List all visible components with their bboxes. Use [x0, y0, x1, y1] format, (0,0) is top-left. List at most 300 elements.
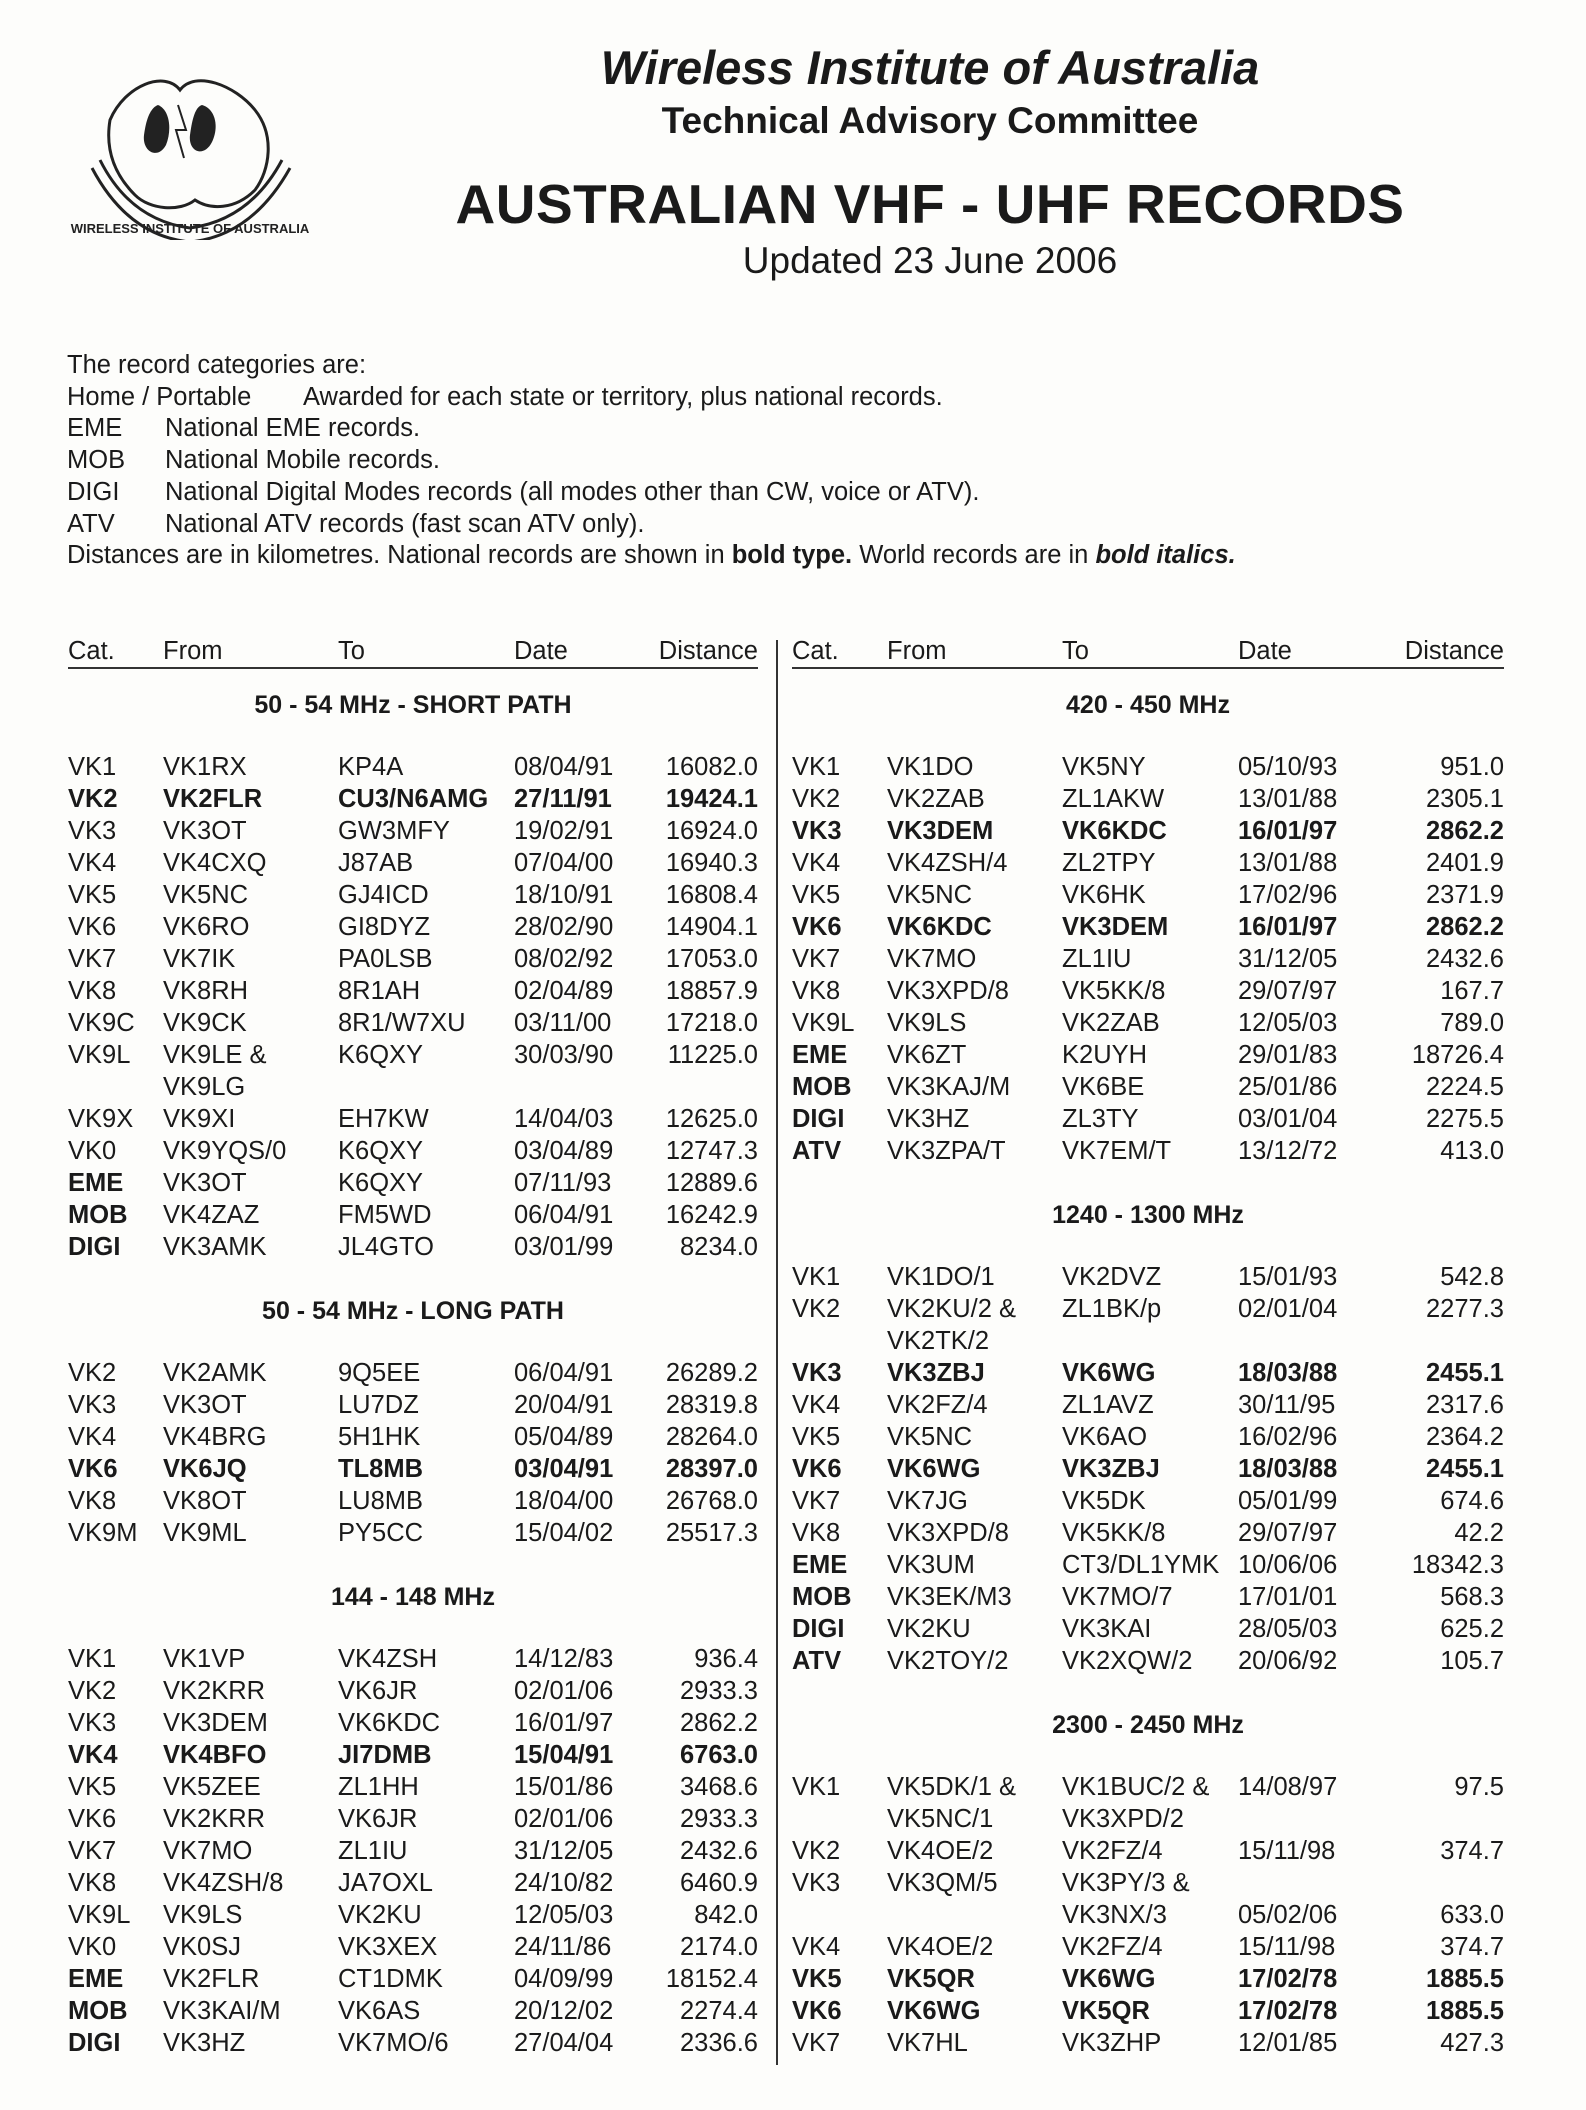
distance-note	[67, 540, 1236, 572]
record-distance: 28264.0	[665, 1423, 758, 1451]
record-date: 14/12/83	[514, 1645, 614, 1673]
record-category: VK4	[792, 1391, 841, 1419]
record-from	[163, 847, 338, 879]
record-row	[68, 1199, 758, 1231]
record-to	[1062, 1485, 1238, 1517]
record-from	[163, 1389, 338, 1421]
column-header: To	[1062, 637, 1089, 665]
record-date: 06/04/91	[514, 1201, 614, 1229]
callsign: VK7MO/6	[338, 2029, 449, 2057]
column-header-row	[68, 635, 758, 669]
column-header: Distance	[658, 637, 758, 665]
record-distance: 97.5	[1454, 1773, 1504, 1801]
record-category: VK8	[792, 1519, 841, 1547]
record-to	[338, 783, 514, 815]
record-from	[887, 1867, 1062, 1931]
record-distance: 951.0	[1440, 753, 1504, 781]
record-to	[338, 847, 514, 879]
callsign: VK9XI	[163, 1105, 236, 1133]
record-to	[1062, 1103, 1238, 1135]
record-distance: 427.3	[1440, 2029, 1504, 2057]
callsign: VK4CXQ	[163, 849, 267, 877]
record-category: VK3	[68, 817, 117, 845]
callsign: VK5DK/1 &	[887, 1773, 1016, 1801]
record-distance: 789.0	[1440, 1009, 1504, 1037]
column-header: Cat.	[792, 637, 839, 665]
callsign: VK2ZAB	[1062, 1009, 1160, 1037]
record-to	[338, 1707, 514, 1739]
record-date: 15/11/98	[1238, 1837, 1336, 1865]
committee-name: Technical Advisory Committee	[661, 100, 1199, 141]
record-category: VK6	[68, 1805, 117, 1833]
category-key: EME	[67, 414, 123, 443]
record-distance: 12889.6	[665, 1169, 758, 1197]
record-date: 16/01/97	[1238, 817, 1338, 845]
callsign: GI8DYZ	[338, 913, 431, 941]
record-distance: 2933.3	[680, 1805, 758, 1833]
callsign: VK5NC/1	[887, 1805, 994, 1833]
record-from	[163, 1931, 338, 1963]
record-row	[68, 1835, 758, 1867]
note-text: Distances are in kilometres. National records are shown in	[67, 541, 732, 570]
record-category: VK6	[68, 913, 117, 941]
record-date: 16/02/96	[1238, 1423, 1338, 1451]
callsign: VK3DEM	[1062, 913, 1169, 941]
note-bolditalic-sample: bold italics.	[1095, 541, 1236, 570]
record-to	[1062, 847, 1238, 879]
record-category: VK0	[68, 1933, 117, 1961]
record-date: 17/02/78	[1238, 1965, 1338, 1993]
record-row	[792, 1771, 1504, 1835]
record-date: 19/02/91	[514, 817, 614, 845]
record-distance: 2275.5	[1426, 1105, 1504, 1133]
category-home-portable	[67, 382, 1236, 414]
callsign: VK5NY	[1062, 753, 1146, 781]
record-category: MOB	[68, 1997, 128, 2025]
record-distance: 18342.3	[1411, 1551, 1504, 1579]
record-to	[1062, 815, 1238, 847]
band-title: 144 - 148 MHz	[331, 1583, 495, 1611]
record-category: VK2	[68, 785, 118, 813]
record-distance: 2862.2	[1426, 817, 1504, 845]
record-row	[792, 1835, 1504, 1867]
record-to	[338, 911, 514, 943]
callsign: VK6ZT	[887, 1041, 967, 1069]
record-date: 13/12/72	[1238, 1137, 1338, 1165]
record-distance: 6763.0	[680, 1741, 758, 1769]
record-row	[68, 815, 758, 847]
record-date: 03/01/99	[514, 1233, 614, 1261]
record-from	[887, 1007, 1062, 1039]
callsign: VK7HL	[887, 2029, 968, 2057]
category-key: DIGI	[67, 477, 120, 506]
callsign: VK4ZSH/4	[887, 849, 1008, 877]
record-date: 27/11/91	[514, 785, 612, 813]
record-from	[163, 1103, 338, 1135]
record-category: VK9X	[68, 1105, 134, 1133]
record-date: 08/02/92	[514, 945, 614, 973]
callsign: K6QXY	[338, 1041, 424, 1069]
record-row	[68, 1485, 758, 1517]
callsign: K6QXY	[338, 1169, 424, 1197]
record-to	[338, 1517, 514, 1549]
record-date: 14/04/03	[514, 1105, 614, 1133]
callsign: VK2KU	[887, 1615, 971, 1643]
record-date: 16/01/97	[514, 1709, 614, 1737]
record-row	[792, 783, 1504, 815]
record-date: 02/01/04	[1238, 1295, 1338, 1323]
note-text: World records are in	[852, 541, 1096, 570]
record-to	[338, 1007, 514, 1039]
record-from	[163, 1039, 338, 1103]
record-from	[163, 1421, 338, 1453]
record-category: VK7	[792, 2029, 841, 2057]
record-date: 30/03/90	[514, 1041, 614, 1069]
record-category: VK6	[792, 913, 842, 941]
callsign: JL4GTO	[338, 1233, 434, 1261]
callsign: VK2KU/2 &	[887, 1295, 1016, 1323]
record-date: 02/01/06	[514, 1677, 614, 1705]
callsign: VK6WG	[887, 1997, 981, 2025]
record-date: 20/04/91	[514, 1391, 614, 1419]
callsign: VK2FZ/4	[1062, 1837, 1163, 1865]
record-to	[338, 751, 514, 783]
record-category: MOB	[68, 1201, 128, 1229]
record-to	[1062, 1867, 1238, 1931]
record-row	[792, 1039, 1504, 1071]
record-from	[887, 1357, 1062, 1389]
record-from	[887, 1421, 1062, 1453]
record-distance: 2455.1	[1426, 1455, 1504, 1483]
record-category: ATV	[792, 1137, 842, 1165]
record-date: 15/01/86	[514, 1773, 614, 1801]
record-category: VK4	[792, 1933, 841, 1961]
callsign: VK3XPD/2	[1062, 1805, 1184, 1833]
record-date: 16/01/97	[1238, 913, 1338, 941]
record-to	[1062, 1135, 1238, 1167]
record-distance: 625.2	[1440, 1615, 1504, 1643]
record-category: VK7	[792, 945, 841, 973]
record-date: 03/01/04	[1238, 1105, 1338, 1133]
record-date: 13/01/88	[1238, 785, 1338, 813]
callsign: VK9LS	[163, 1901, 243, 1929]
record-to	[1062, 1963, 1238, 1995]
callsign: VK3ZPA/T	[887, 1137, 1006, 1165]
record-distance: 17053.0	[665, 945, 758, 973]
record-from	[163, 1231, 338, 1263]
record-from	[887, 1645, 1062, 1677]
record-from	[163, 2027, 338, 2059]
record-to	[338, 975, 514, 1007]
callsign: VK4ZSH	[338, 1645, 438, 1673]
record-distance: 12625.0	[665, 1105, 758, 1133]
callsign: VK5QR	[887, 1965, 975, 1993]
record-category: VK8	[68, 977, 117, 1005]
record-to	[338, 1835, 514, 1867]
record-row	[68, 2027, 758, 2059]
record-to	[338, 1643, 514, 1675]
record-to	[1062, 1613, 1238, 1645]
callsign: VK1DO	[887, 753, 974, 781]
record-row	[68, 1643, 758, 1675]
record-to	[1062, 2027, 1238, 2059]
record-date: 18/04/00	[514, 1487, 614, 1515]
callsign: VK7MO	[163, 1837, 253, 1865]
record-row	[792, 1135, 1504, 1167]
callsign: VK3ZBJ	[1062, 1455, 1160, 1483]
record-category: VK2	[68, 1677, 117, 1705]
record-date: 25/01/86	[1238, 1073, 1338, 1101]
record-category: VK3	[68, 1709, 117, 1737]
record-from	[163, 1167, 338, 1199]
record-from	[887, 1931, 1062, 1963]
callsign: VK9YQS/0	[163, 1137, 287, 1165]
record-distance: 16242.9	[665, 1201, 758, 1229]
record-to	[338, 1899, 514, 1931]
callsign: VK5KK/8	[1062, 1519, 1166, 1547]
callsign: VK4ZAZ	[163, 1201, 260, 1229]
record-date: 29/01/83	[1238, 1041, 1338, 1069]
record-to	[1062, 1421, 1238, 1453]
callsign: VK0SJ	[163, 1933, 241, 1961]
record-category: VK6	[792, 1997, 842, 2025]
record-date: 20/12/02	[514, 1997, 614, 2025]
callsign: VK6AS	[338, 1997, 421, 2025]
callsign: VK3QM/5	[887, 1869, 998, 1897]
callsign: VK7EM/T	[1062, 1137, 1172, 1165]
callsign: VK3HZ	[163, 2029, 246, 2057]
record-from	[163, 751, 338, 783]
record-from	[887, 943, 1062, 975]
record-row	[68, 1931, 758, 1963]
record-category: VK7	[68, 945, 117, 973]
record-category: DIGI	[68, 2029, 121, 2057]
record-to	[338, 2027, 514, 2059]
callsign: VK3OT	[163, 1169, 247, 1197]
callsign: VK4BRG	[163, 1423, 267, 1451]
category-desc: Awarded for each state or territory, plus national records.	[303, 382, 943, 411]
record-category: VK3	[792, 1359, 842, 1387]
record-to	[338, 1803, 514, 1835]
record-date: 03/04/89	[514, 1137, 614, 1165]
callsign: ZL1HH	[338, 1773, 419, 1801]
callsign: GJ4ICD	[338, 881, 429, 909]
record-distance: 25517.3	[665, 1519, 758, 1547]
record-row	[68, 1167, 758, 1199]
record-row	[792, 1613, 1504, 1645]
record-distance: 842.0	[694, 1901, 758, 1929]
record-to	[1062, 1835, 1238, 1867]
record-to	[1062, 1453, 1238, 1485]
callsign: VK6JR	[338, 1677, 418, 1705]
callsign: CU3/N6AMG	[338, 785, 489, 813]
record-to	[1062, 751, 1238, 783]
callsign: VK6BE	[1062, 1073, 1145, 1101]
record-date: 24/11/86	[514, 1933, 612, 1961]
record-category: VK5	[792, 881, 841, 909]
callsign: VK3NX/3	[1062, 1901, 1167, 1929]
record-row	[68, 1995, 758, 2027]
record-date: 17/02/96	[1238, 881, 1338, 909]
callsign: VK5NC	[887, 881, 973, 909]
callsign: VK9CK	[163, 1009, 247, 1037]
callsign: VK3DEM	[887, 817, 994, 845]
callsign: JI7DMB	[338, 1741, 432, 1769]
callsign: VK9LS	[887, 1009, 967, 1037]
record-to	[338, 1995, 514, 2027]
callsign: VK1RX	[163, 753, 247, 781]
record-distance: 2224.5	[1426, 1073, 1504, 1101]
record-distance: 6460.9	[680, 1869, 758, 1897]
callsign: VK5ZEE	[163, 1773, 261, 1801]
column-header: Date	[514, 637, 568, 665]
record-from	[887, 1963, 1062, 1995]
record-from	[887, 975, 1062, 1007]
record-category: VK2	[792, 1295, 841, 1323]
record-row	[792, 815, 1504, 847]
record-to	[1062, 911, 1238, 943]
record-distance: 42.2	[1454, 1519, 1504, 1547]
record-row	[792, 1007, 1504, 1039]
record-to	[1062, 879, 1238, 911]
record-date: 24/10/82	[514, 1869, 614, 1897]
record-date: 27/04/04	[514, 2029, 614, 2057]
record-distance: 28397.0	[665, 1455, 758, 1483]
record-category: VK9L	[68, 1041, 131, 1069]
record-row	[68, 1453, 758, 1485]
callsign: VK7MO	[887, 945, 977, 973]
callsign: VK6JR	[338, 1805, 418, 1833]
record-to	[1062, 1261, 1238, 1293]
record-to	[338, 879, 514, 911]
callsign: ZL1IU	[1062, 945, 1132, 973]
record-row	[68, 975, 758, 1007]
column-header: From	[163, 637, 223, 665]
callsign: VK6RO	[163, 913, 250, 941]
record-from	[887, 879, 1062, 911]
callsign: VK5NC	[887, 1423, 973, 1451]
callsign: LU7DZ	[338, 1391, 419, 1419]
band-title: 50 - 54 MHz - LONG PATH	[262, 1297, 564, 1325]
callsign: GW3MFY	[338, 817, 450, 845]
record-row	[68, 911, 758, 943]
record-category: VK6	[792, 1455, 842, 1483]
record-category: VK9L	[68, 1901, 131, 1929]
callsign: VK3XPD/8	[887, 1519, 1009, 1547]
record-distance: 374.7	[1440, 1837, 1504, 1865]
record-from	[163, 815, 338, 847]
record-row	[68, 1007, 758, 1039]
callsign: VK3EK/M3	[887, 1583, 1012, 1611]
callsign: VK9ML	[163, 1519, 247, 1547]
record-category: VK4	[68, 1741, 118, 1769]
record-row	[792, 2027, 1504, 2059]
record-from	[163, 1835, 338, 1867]
callsign: VK4OE/2	[887, 1933, 994, 1961]
record-row	[792, 1995, 1504, 2027]
record-to	[1062, 1771, 1238, 1835]
note-bold-sample: bold type.	[731, 541, 853, 570]
record-distance: 2401.9	[1426, 849, 1504, 877]
record-to	[338, 1135, 514, 1167]
record-to	[338, 1963, 514, 1995]
callsign: LU8MB	[338, 1487, 424, 1515]
record-to	[1062, 1071, 1238, 1103]
record-to	[1062, 1389, 1238, 1421]
callsign: VK2DVZ	[1062, 1263, 1162, 1291]
record-distance: 19424.1	[665, 785, 758, 813]
callsign: ZL1AVZ	[1062, 1391, 1154, 1419]
record-row	[68, 1899, 758, 1931]
organization-name: Wireless Institute of Australia	[600, 41, 1260, 94]
record-distance: 374.7	[1440, 1933, 1504, 1961]
band-title: 1240 - 1300 MHz	[1052, 1201, 1244, 1229]
record-row	[68, 1707, 758, 1739]
record-category: MOB	[792, 1583, 852, 1611]
record-category: VK8	[792, 977, 841, 1005]
record-date: 05/02/06	[1238, 1901, 1338, 1929]
record-distance: 2371.9	[1426, 881, 1504, 909]
record-date: 02/01/06	[514, 1805, 614, 1833]
callsign: 9Q5EE	[338, 1359, 421, 1387]
record-row	[792, 975, 1504, 1007]
record-from	[887, 1071, 1062, 1103]
record-to	[338, 1485, 514, 1517]
record-row	[792, 1357, 1504, 1389]
record-from	[163, 1739, 338, 1771]
record-category: VK1	[792, 1263, 841, 1291]
record-row	[68, 847, 758, 879]
record-category: VK9L	[792, 1009, 855, 1037]
record-distance: 18726.4	[1411, 1041, 1504, 1069]
callsign: ZL1IU	[338, 1837, 408, 1865]
record-category: VK1	[68, 1645, 117, 1673]
record-from	[163, 1453, 338, 1485]
wia-logo	[70, 50, 310, 240]
record-date: 15/11/98	[1238, 1933, 1336, 1961]
record-category: VK3	[792, 1869, 841, 1897]
record-date: 18/03/88	[1238, 1455, 1338, 1483]
record-distance: 2862.2	[1426, 913, 1504, 941]
record-distance: 16924.0	[665, 817, 758, 845]
record-date: 17/02/78	[1238, 1997, 1338, 2025]
callsign: VK3PY/3 &	[1062, 1869, 1190, 1897]
record-from	[163, 943, 338, 975]
callsign: VK4OE/2	[887, 1837, 994, 1865]
category-atv	[67, 509, 1236, 541]
record-row	[792, 1581, 1504, 1613]
record-category: DIGI	[792, 1105, 845, 1133]
callsign: VK6WG	[887, 1455, 981, 1483]
callsign: VK1BUC/2 &	[1062, 1773, 1210, 1801]
callsign: VK7JG	[887, 1487, 968, 1515]
record-distance: 2862.2	[680, 1709, 758, 1737]
record-distance: 413.0	[1440, 1137, 1504, 1165]
record-date: 08/04/91	[514, 753, 614, 781]
callsign: EH7KW	[338, 1105, 429, 1133]
record-row	[792, 911, 1504, 943]
record-to	[338, 1421, 514, 1453]
record-row	[68, 1421, 758, 1453]
record-row	[68, 751, 758, 783]
record-from	[887, 1293, 1062, 1357]
record-from	[887, 1039, 1062, 1071]
record-date: 31/12/05	[514, 1837, 614, 1865]
callsign: VK9LG	[163, 1073, 246, 1101]
record-from	[887, 1835, 1062, 1867]
record-from	[163, 1771, 338, 1803]
record-from	[163, 1675, 338, 1707]
